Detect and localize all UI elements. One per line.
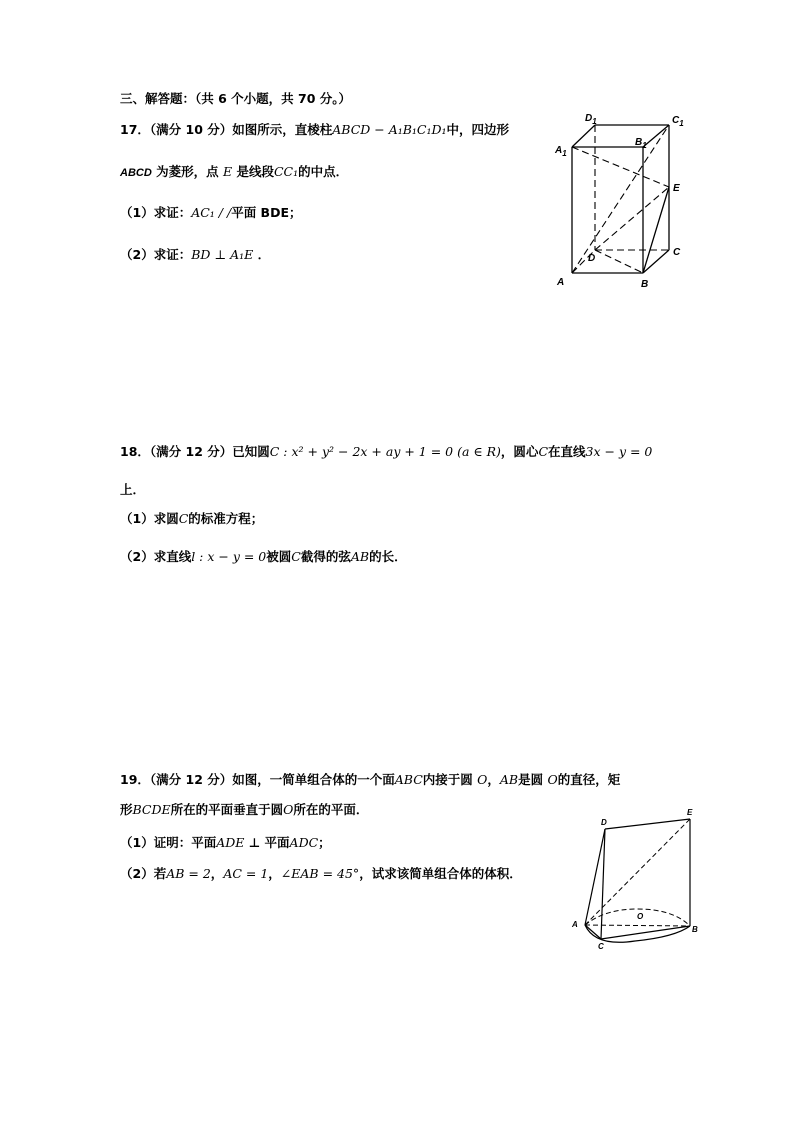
edge-de-hidden <box>595 187 669 250</box>
q17-e: E <box>223 164 233 179</box>
q18-part1-c: C <box>178 511 189 526</box>
q18-center: C <box>538 444 549 459</box>
q17-suffix: 中，四边形 <box>446 122 510 137</box>
label-b: B <box>641 279 649 290</box>
label-a1: $A_1$ <box>555 145 567 158</box>
q19-part1-p2: ADC <box>289 835 319 850</box>
q19-line2 <box>120 801 368 819</box>
q17-text-c: 的中点． <box>298 164 349 179</box>
q19-mid2: ， <box>487 772 500 787</box>
label-d: D <box>588 253 596 264</box>
q18-line2: 上． <box>120 482 146 497</box>
q19-o2: O <box>547 772 558 787</box>
q17-prefix: 17．（满分 10 分）如图所示，直棱柱 <box>120 122 333 137</box>
q18-part2-c: C <box>291 549 301 564</box>
label-c1: $C_1$ <box>672 115 684 128</box>
q17-part1-end: ； <box>289 205 302 220</box>
q19-mid: 内接于圆 <box>422 772 478 787</box>
q19-line2-c: 所在的平面． <box>293 802 369 817</box>
label-c: C <box>598 942 604 951</box>
q18-circle-eq: C : x² + y² − 2x + ay + 1 = 0 (a ∈ R) <box>269 444 501 459</box>
q19-mid3: 是圆 <box>518 772 548 787</box>
q19-o1: O <box>477 772 488 787</box>
edge-be <box>643 187 669 273</box>
q19-ab: AB <box>499 772 519 787</box>
q18-prefix: 18．（满分 12 分）已知圆 <box>120 444 270 459</box>
q19-suffix: 的直径，矩 <box>557 772 621 787</box>
edge-c1b1 <box>643 125 669 147</box>
label-e: E <box>673 183 680 194</box>
q19-part2-angle: ∠EAB = 45° <box>280 866 360 881</box>
q18-part1-label: （1）求圆 <box>120 511 179 526</box>
q17-text-b: 是线段 <box>232 164 274 179</box>
q17-part2 <box>120 246 270 264</box>
q19-part1 <box>120 834 331 852</box>
q17-part2-math: BD ⊥ A₁E <box>191 247 254 262</box>
q17-prism: ABCD − A₁B₁C₁D₁ <box>332 122 447 137</box>
q17-part1 <box>120 204 302 222</box>
q17-part2-label: （2）求证： <box>120 247 192 262</box>
q18-part2-end: 的长． <box>369 549 407 564</box>
q17-prism-figure <box>545 105 695 295</box>
edge-de <box>605 819 690 829</box>
q17-part1-math: AC₁ / / <box>191 205 232 220</box>
q19-part2-text: ，试求该简单组合体的体积． <box>359 866 522 881</box>
q18-line-eq: 3x − y = 0 <box>585 444 653 459</box>
edge-a1e-hidden <box>572 147 669 187</box>
label-a: A <box>572 920 578 929</box>
q17-line2 <box>120 163 348 182</box>
q19-rect: BCDE <box>132 802 171 817</box>
diagonal-ae <box>585 819 690 925</box>
q18-part2-line: l : x − y = 0 <box>191 549 267 564</box>
edge-a1d1 <box>572 125 595 147</box>
q17-abcd: ABCD <box>120 167 152 179</box>
q19-part2 <box>120 865 522 883</box>
q18-mid: ，圆心 <box>500 444 539 459</box>
q18-part2-label: （2）求直线 <box>120 549 192 564</box>
q17-line1 <box>120 121 509 139</box>
q19-face: ABC <box>394 772 423 787</box>
q18-part2-ab: AB <box>350 549 370 564</box>
q17-text-a: 为菱形，点 <box>151 164 223 179</box>
edge-ac <box>585 925 601 939</box>
q19-part2-ac: AC = 1 <box>223 866 269 881</box>
label-o: O <box>637 912 644 921</box>
q19-part1-perp: ⊥ <box>244 835 265 850</box>
q19-line1 <box>120 771 620 789</box>
q17-part1-text: 平面 <box>231 205 261 220</box>
label-d1: $D_1$ <box>585 113 597 126</box>
q19-line2-b: 所在的平面垂直于圆 <box>170 802 284 817</box>
label-b: B <box>692 925 698 934</box>
q19-line2-a: 形 <box>120 802 133 817</box>
q19-part2-sep2: ， <box>268 866 281 881</box>
q18-part2 <box>120 548 407 566</box>
q17-part2-end: ． <box>253 247 271 262</box>
edge-bd-hidden <box>595 250 643 273</box>
q19-part2-ab: AB = 2 <box>166 866 211 881</box>
q19-composite-figure <box>565 805 705 955</box>
q18-part1 <box>120 510 263 528</box>
q18-part2-text-b: 截得的弦 <box>300 549 351 564</box>
q19-part1-p1: ADE <box>216 835 245 850</box>
q18-mid2: 在直线 <box>548 444 586 459</box>
q19-part2-sep1: ， <box>210 866 224 881</box>
q17-segment: CC₁ <box>273 164 299 179</box>
label-b1: $B_1$ <box>635 137 647 150</box>
q19-part2-label: （2）若 <box>120 866 167 881</box>
section-title: 三、解答题：（共 6 个小题，共 70 分。） <box>120 91 352 106</box>
q18-line1 <box>120 443 652 461</box>
q19-part1-label: （1）证明：平面 <box>120 835 217 850</box>
q17-part1-label: （1）求证： <box>120 205 192 220</box>
q19-o3: O <box>283 802 294 817</box>
q18-part1-text: 的标准方程； <box>188 511 264 526</box>
q19-part1-end: ； <box>318 835 331 850</box>
q17-part1-plane: BDE <box>260 205 289 220</box>
diameter-ab <box>585 925 690 926</box>
label-d: D <box>601 818 607 827</box>
q19-part1-text: 平面 <box>264 835 290 850</box>
label-a: A <box>557 277 565 288</box>
label-e: E <box>687 808 693 817</box>
q18-part2-text-a: 被圆 <box>266 549 292 564</box>
q19-prefix: 19．（满分 12 分）如图，一简单组合体的一个面 <box>120 772 395 787</box>
label-c: C <box>673 247 681 258</box>
